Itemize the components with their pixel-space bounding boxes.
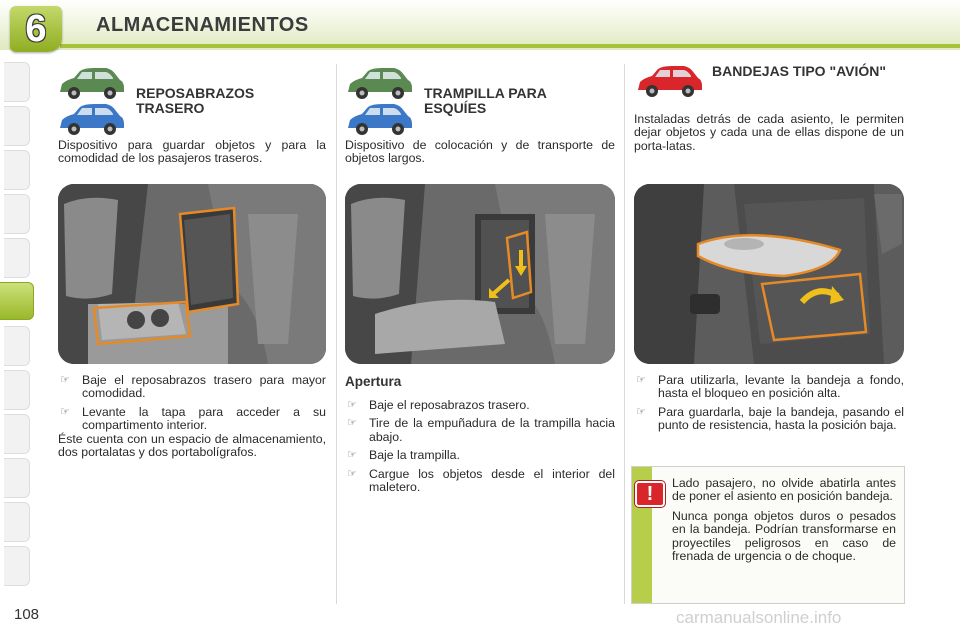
list-item: ☞ Baje la trampilla. xyxy=(347,448,460,463)
chapter-tab[interactable] xyxy=(4,62,30,102)
car-icon-red xyxy=(634,64,706,98)
ski-hatch-photo xyxy=(345,184,615,364)
pointing-hand-icon: ☞ xyxy=(60,405,70,418)
page-number: 108 xyxy=(14,606,40,623)
list-item: ☞ Baje el reposabrazos trasero para mayor comodidad. xyxy=(60,373,326,401)
pointing-hand-icon: ☞ xyxy=(636,374,646,386)
chapter-tab[interactable] xyxy=(4,326,30,366)
chapter-number: 6 xyxy=(25,8,47,50)
header-rule xyxy=(60,44,960,48)
section-title: TRAMPILLA PARA ESQUÍES xyxy=(424,85,547,116)
chapter-tab[interactable] xyxy=(4,546,30,586)
pointing-hand-icon: ☞ xyxy=(60,374,70,386)
chapter-tab-active[interactable] xyxy=(0,282,34,320)
section-description: Instaladas detrás de cada asiento, le permiten dejar objetos y cada una de ellas dispone de un porta-latas. xyxy=(634,112,904,153)
list-item: ☞ Baje el reposabrazos trasero. xyxy=(347,398,530,412)
list-item: ☞ Cargue los objetos desde el interior del maletero. xyxy=(347,466,615,495)
chapter-tab[interactable] xyxy=(4,502,30,542)
pointing-hand-icon: ☞ xyxy=(347,467,357,480)
subheading: Apertura xyxy=(345,374,402,389)
column-divider xyxy=(624,64,625,604)
chapter-tab[interactable] xyxy=(4,194,30,234)
chapter-tab[interactable] xyxy=(4,150,30,190)
pointing-hand-icon: ☞ xyxy=(347,417,357,430)
pointing-hand-icon: ☞ xyxy=(636,405,646,418)
instruction-list xyxy=(58,374,326,438)
armrest-photo xyxy=(58,184,326,364)
chapter-tab[interactable] xyxy=(4,106,30,146)
section-description: Dispositivo de colocación y de transporte de objetos largos. xyxy=(345,138,615,166)
list-item: ☞ Para utilizarla, levante la bandeja a fondo, hasta el bloqueo en posición alta. xyxy=(636,373,904,401)
chapter-tab[interactable] xyxy=(4,458,30,498)
section-title: REPOSABRAZOS TRASERO xyxy=(136,85,255,116)
exclamation-icon: ! xyxy=(635,481,665,507)
chapter-tab[interactable] xyxy=(4,414,30,454)
warning-text xyxy=(672,477,896,569)
car-icon-blue xyxy=(344,102,416,136)
list-item: ☞ Levante la tapa para acceder a su compartimento interior. xyxy=(60,404,326,433)
column-divider xyxy=(336,64,337,604)
warning-paragraph: Nunca ponga objetos duros o pesados en la bandeja. Podrían transformarse en proyectiles peligrosos en caso de frenada de urgencia o de choque. xyxy=(672,508,896,564)
tray-table-photo xyxy=(634,184,904,364)
warning-paragraph: Lado pasajero, no olvide abatirla antes de poner el asiento en posición bandeja. xyxy=(672,476,896,504)
car-icon-blue xyxy=(56,102,128,136)
section-note: Éste cuenta con un espacio de almacenamiento, dos portalatas y dos portabolígrafos. xyxy=(58,432,326,460)
page-title: ALMACENAMIENTOS xyxy=(96,14,309,36)
watermark: carmanualsonline.info xyxy=(676,608,842,627)
section-description: Dispositivo para guardar objetos y para la comodidad de los pasajeros traseros. xyxy=(58,138,326,166)
chapter-tabs xyxy=(0,62,32,574)
pointing-hand-icon: ☞ xyxy=(347,449,357,462)
list-item: ☞ Tire de la empuñadura de la trampilla hacia abajo. xyxy=(347,416,615,444)
warning-box xyxy=(631,466,905,604)
instruction-list xyxy=(634,374,904,438)
car-icon-green xyxy=(56,66,128,100)
section-title: BANDEJAS TIPO "AVIÓN" xyxy=(712,63,887,79)
chapter-tab[interactable] xyxy=(4,238,30,278)
car-icon-green xyxy=(344,66,416,100)
pointing-hand-icon: ☞ xyxy=(347,399,357,411)
chapter-tab[interactable] xyxy=(4,370,30,410)
instruction-list xyxy=(345,399,615,499)
list-item: ☞ Para guardarla, baje la bandeja, pasando el punto de resistencia, hasta la posición baja. xyxy=(636,404,904,433)
chapter-badge xyxy=(10,6,62,52)
